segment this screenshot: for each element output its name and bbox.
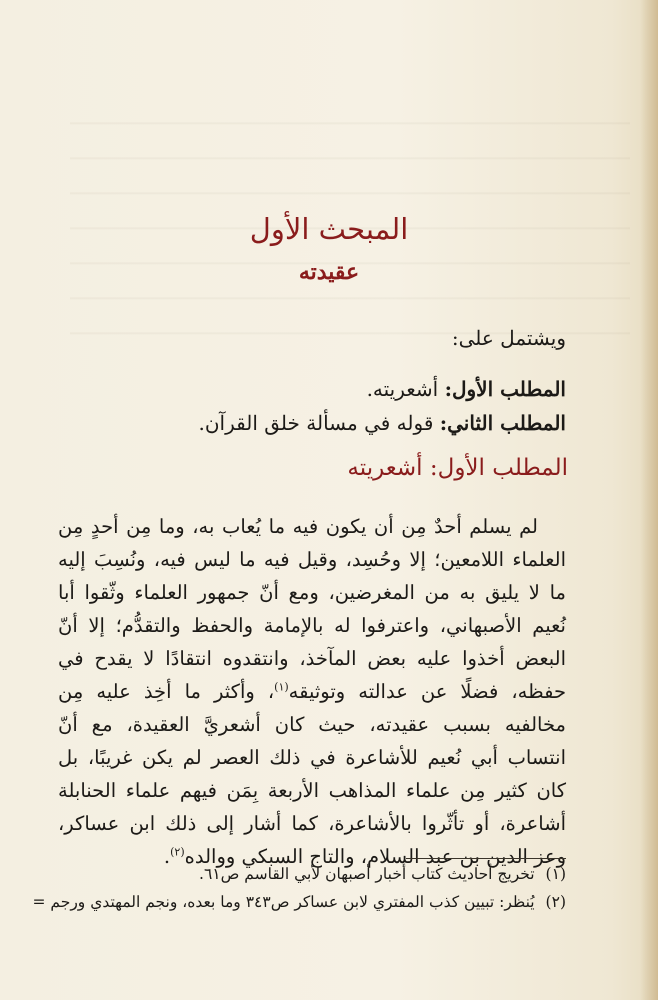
intro-line: ويشتمل على:	[451, 326, 566, 350]
section-list-item	[198, 372, 566, 406]
section-list	[198, 372, 566, 440]
section-text: قوله في مسألة خلق القرآن.	[198, 411, 434, 435]
footnote-number: (١)	[545, 865, 566, 883]
section-list-item	[198, 406, 566, 440]
section-label: المطلب الثاني:	[439, 411, 566, 435]
footnote-divider	[406, 858, 566, 859]
footnote-text: تخريج أحاديث كتاب أخبار أصبهان لأبي القاسم ص٦١.	[199, 865, 535, 883]
footnote-ref-2: (٢)	[170, 845, 185, 859]
footnote-item	[32, 888, 566, 916]
chapter-subtitle: عقيدته	[298, 259, 360, 285]
footnotes	[32, 860, 566, 916]
body-text-part: ، وأكثر ما أخِذ عليه مِن مخالفيه بسبب عقيدته، حيث كان أشعريَّ العقيدة، مع أنّ انتساب أبي نُعيم للأشاعرة في ذلك العصر لم يكن غريبًا، بل كان كثير مِن علماء المذاهب الأربعة بِمَن فيهم علماء الحنابلة أشاعرة، أو تأثّروا بالأشاعرة، كما أشار إلى ذلك ابن عساكر، وعز الدين بن عبد السلام، والتاج السبكي ووالده	[58, 680, 566, 868]
chapter-title: المبحث الأول	[249, 212, 409, 246]
footnote-number: (٢)	[545, 893, 566, 911]
body-text-part: .	[163, 845, 171, 868]
section-text: أشعريته.	[366, 377, 439, 401]
section-label: المطلب الأول:	[444, 377, 566, 401]
section-heading: المطلب الأول: أشعريته	[347, 455, 568, 481]
footnote-item	[56, 860, 566, 888]
body-text-part: لم يسلم أحدٌ مِن أن يكون فيه ما يُعاب به، وما مِن أحدٍ مِن العلماء اللامعين؛ إلا وحُسِد، وقيل فيه ما ليس فيه، ونُسِبَ إليه ما لا يليق به من المغرضين، ومع أنّ جمهور العلماء وثّقوا أبا نُعيم الأصبهاني، واعترفوا له بالإمامة والحفظ والتقدُّم؛ إلا أنّ البعض أخذوا عليه بعض المآخذ، وانتقدوه انتقادًا لا يقدح في حفظه، فضلًا عن عدالته وتوثيقه	[58, 515, 566, 703]
footnote-text: يُنظر: تبيين كذب المفتري لابن عساكر ص٣٤٣ وما بعده، ونجم المهتدي ورجم =	[32, 893, 535, 911]
body-paragraph	[58, 510, 566, 873]
footnote-ref-1: (١)	[274, 680, 289, 694]
